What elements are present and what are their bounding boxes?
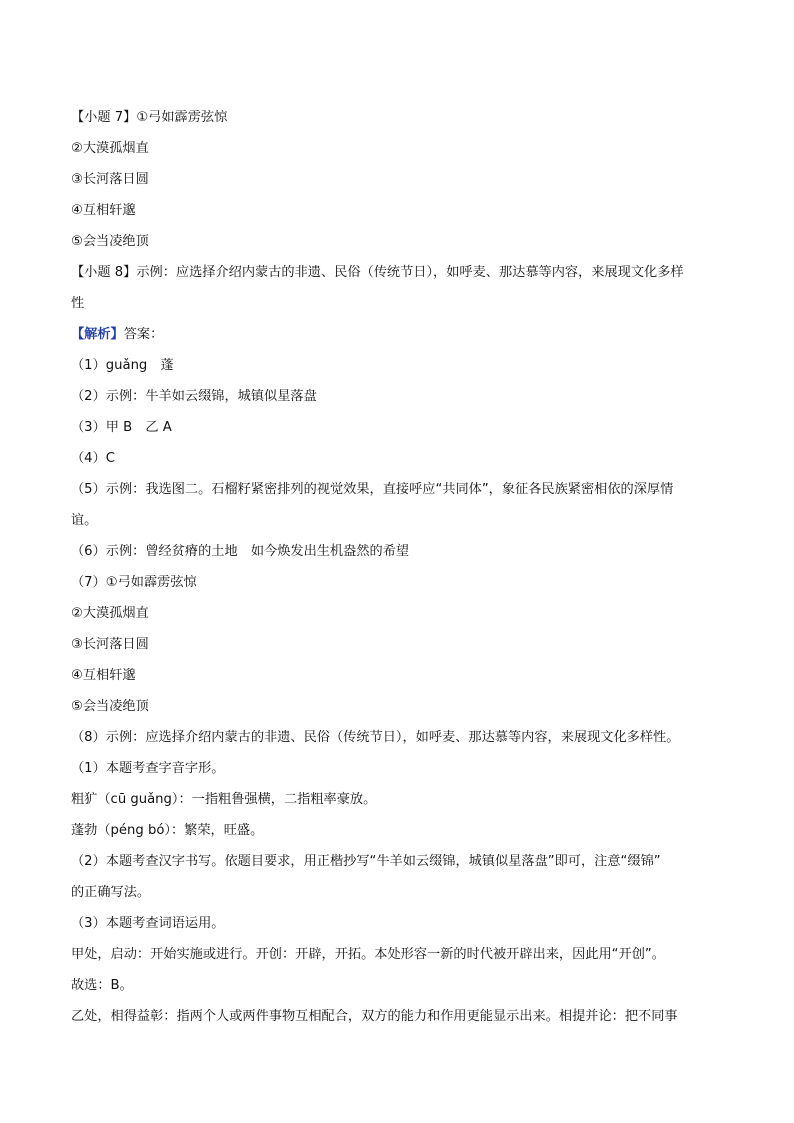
text-line: 谊。 [71,513,98,528]
text-line: （4）C [71,451,115,466]
answer-content [71,102,736,1032]
text-line: ③长河落日圆 [71,172,149,187]
text-line: ④互相轩邈 [71,203,136,218]
analysis-line [71,319,736,350]
text-line: ④互相轩邈 [71,668,136,683]
text-line: （1）本题考查字音字形。 [71,761,225,776]
text-line: 性 [71,296,85,311]
text-line: （3）甲 B 乙 A [71,420,172,435]
text-line: ②大漠孤烟直 [71,606,149,621]
text-line: 甲处，启动：开始实施或进行。开创：开辟，开拓。本处形容一新的时代被开辟出来，因此用“开创”。 [71,947,665,962]
text-line: ②大漠孤烟直 [71,141,149,156]
text-line: 【小题 8】示例：应选择介绍内蒙古的非遗、民俗（传统节日），如呼麦、那达慕等内容，来展现文化多样 [71,265,684,280]
text-line: 粗犷（cū guǎng）：一指粗鲁强横，二指粗率豪放。 [71,792,377,807]
analysis-label: 【解析】 [71,327,124,342]
text-line: 【小题 7】①弓如霹雳弦惊 [71,110,228,125]
text-line: （2）本题考查汉字书写。依题目要求，用正楷抄写“牛羊如云缀锦，城镇似星落盘”即可，注意“缀锦” [71,854,661,869]
text-line: （5）示例：我选图二。石榴籽紧密排列的视觉效果，直接呼应“共同体”，象征各民族紧密相依的深厚情 [71,482,674,497]
text-line: 故选：B。 [71,978,133,993]
text-line: ⑤会当凌绝顶 [71,699,149,714]
text-line: （2）示例：牛羊如云缀锦，城镇似星落盘 [71,389,317,404]
text-line: （3）本题考查词语运用。 [71,916,225,931]
text-line: ⑤会当凌绝顶 [71,234,149,249]
text-line: 乙处，相得益彰：指两个人或两件事物互相配合，双方的能力和作用更能显示出来。相提并论：把不同事 [71,1009,678,1024]
text-line: ③长河落日圆 [71,637,149,652]
text-line: （1）guǎng 蓬 [71,358,174,373]
analysis-text: 答案： [123,327,164,342]
text-line: （8）示例：应选择介绍内蒙古的非遗、民俗（传统节日），如呼麦、那达慕等内容，来展现文化多样性。 [71,730,680,745]
text-line: （7）①弓如霹雳弦惊 [71,575,197,590]
text-line: 的正确写法。 [71,885,151,900]
text-line: （6）示例：曾经贫瘠的土地 如今焕发出生机盎然的希望 [71,544,410,559]
text-line: 蓬勃（péng bó）：繁荣，旺盛。 [71,823,264,838]
